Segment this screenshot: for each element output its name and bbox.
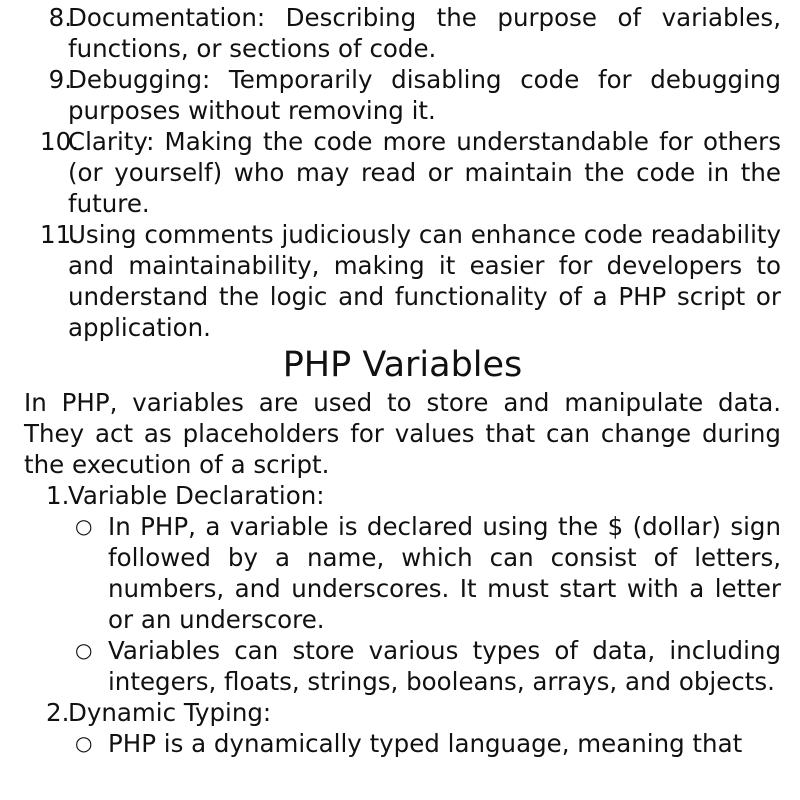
- bullet-text: Variables can store various types of data, including integers, floats, strings, booleans, arrays, and objects.: [108, 636, 781, 696]
- hollow-circle-bullet-icon: ○: [75, 638, 93, 662]
- list-item-text: Using comments judiciously can enhance code readability and maintainability, making it easier for developers to understand the logic and functionality of a PHP script or application.: [68, 220, 781, 342]
- hollow-circle-bullet-icon: ○: [75, 514, 93, 538]
- list-item-8: [24, 2, 781, 64]
- bullet-text: In PHP, a variable is declared using the $ (dollar) sign followed by a name, which can consist of letters, numbers, and underscores. It must start with a letter or an underscore.: [108, 512, 781, 634]
- list-item-11: [24, 219, 781, 343]
- bullet-item: [24, 511, 781, 635]
- list-item-text: Debugging: Temporarily disabling code for debugging purposes without removing it.: [68, 65, 781, 125]
- document-page: [24, 2, 781, 759]
- subsection-heading-text: Dynamic Typing:: [68, 698, 272, 727]
- bullet-text: PHP is a dynamically typed language, meaning that: [108, 729, 743, 758]
- subsection-heading-text: Variable Declaration:: [68, 481, 325, 510]
- list-number: 11.: [40, 220, 79, 249]
- list-number: 10.: [40, 127, 79, 156]
- section-title: PHP Variables: [282, 345, 523, 385]
- intro-paragraph: In PHP, variables are used to store and manipulate data. They act as placeholders for values that can change during the execution of a script.: [24, 388, 781, 479]
- list-item-text: Documentation: Describing the purpose of variables, functions, or sections of code.: [68, 3, 781, 63]
- list-item-9: [24, 64, 781, 126]
- list-number: 2.: [46, 698, 70, 727]
- list-item-text: Clarity: Making the code more understandable for others (or yourself) who may read or maintain the code in the future.: [68, 127, 781, 218]
- list-number: 8.: [48, 3, 72, 32]
- subsection-heading-variable-declaration: [24, 480, 781, 511]
- list-item-10: [24, 126, 781, 219]
- subsection-heading-dynamic-typing: [24, 697, 781, 728]
- hollow-circle-bullet-icon: ○: [75, 731, 93, 755]
- list-number: 1.: [46, 481, 70, 510]
- list-number: 9.: [48, 65, 72, 94]
- bullet-item: [24, 635, 781, 697]
- bullet-item: [24, 728, 781, 759]
